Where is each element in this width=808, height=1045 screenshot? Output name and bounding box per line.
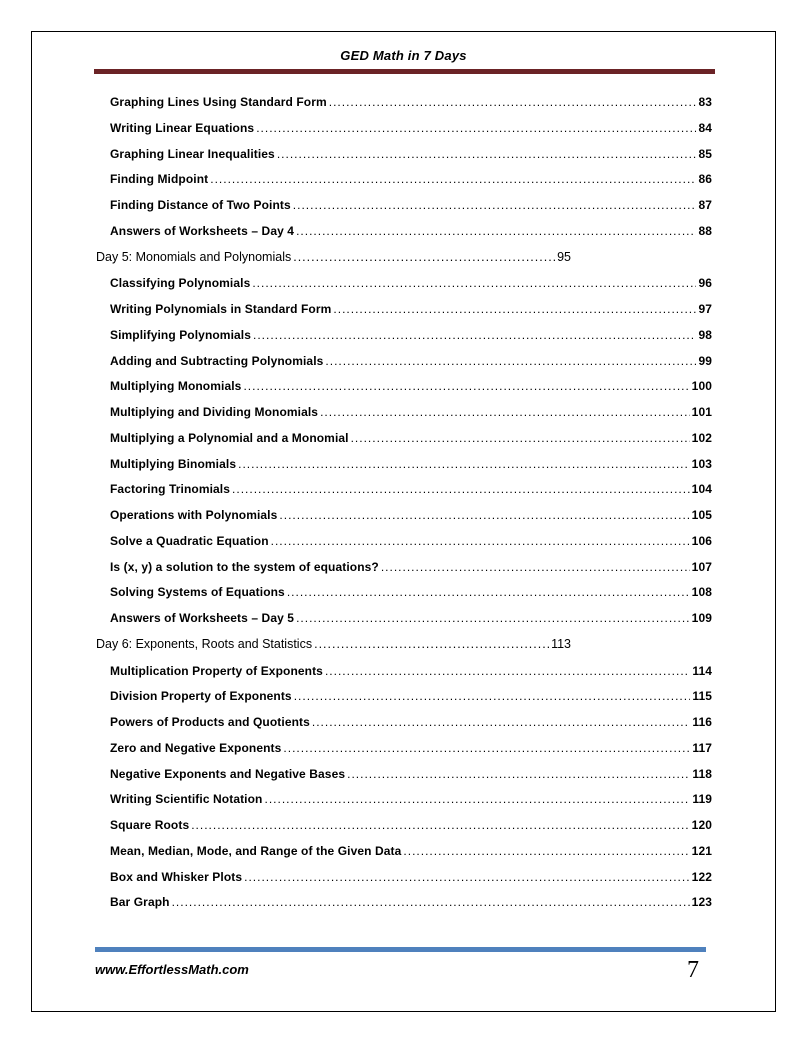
toc-entry-page: 107 <box>691 560 712 574</box>
toc-entry[interactable] <box>110 741 712 755</box>
toc-entry-title: Graphing Linear Inequalities <box>110 147 275 161</box>
toc-entry[interactable] <box>110 689 712 703</box>
toc-entry-page: 121 <box>691 844 712 858</box>
toc-entry[interactable] <box>110 611 712 625</box>
toc-entry[interactable] <box>110 844 712 858</box>
toc-entry[interactable] <box>110 354 712 368</box>
toc-entry-title: Bar Graph <box>110 895 170 909</box>
toc-entry[interactable] <box>110 95 712 109</box>
toc-entry[interactable] <box>110 431 712 445</box>
toc-entry-title: Multiplying and Dividing Monomials <box>110 405 319 419</box>
toc-dot-leader <box>243 379 689 393</box>
toc-entry-page: 117 <box>692 741 712 755</box>
toc-dot-leader <box>191 818 689 832</box>
toc-entry-title: Mean, Median, Mode, and Range of the Given Data <box>110 844 402 858</box>
toc-entry[interactable] <box>110 534 712 548</box>
toc-dot-leader <box>294 689 691 703</box>
toc-entry-page: 84 <box>698 121 712 135</box>
toc-entry[interactable] <box>110 870 712 884</box>
toc-dot-leader <box>277 147 697 161</box>
document-page <box>31 31 776 1012</box>
toc-entry-page: 99 <box>698 354 712 368</box>
toc-entry-title: Day 6: Exponents, Roots and Statistics <box>96 637 313 651</box>
toc-entry-title: Classifying Polynomials <box>110 276 251 290</box>
toc-dot-leader <box>403 844 689 858</box>
toc-dot-leader <box>314 637 549 651</box>
toc-entry-page: 119 <box>692 792 712 806</box>
toc-entry[interactable] <box>110 767 712 781</box>
toc-entry-title: Answers of Worksheets – Day 5 <box>110 611 295 625</box>
toc-entry-page: 87 <box>698 198 712 212</box>
toc-entry-title: Writing Scientific Notation <box>110 792 263 806</box>
toc-entry-page: 116 <box>692 715 712 729</box>
toc-entry-page: 102 <box>691 431 712 445</box>
toc-dot-leader <box>172 895 690 909</box>
toc-entry-page: 101 <box>691 405 712 419</box>
toc-entry-title: Powers of Products and Quotients <box>110 715 310 729</box>
toc-dot-leader <box>253 328 696 342</box>
toc-entry-page: 95 <box>557 250 571 264</box>
toc-entry-page: 115 <box>692 689 712 703</box>
toc-entry-page: 97 <box>698 302 712 316</box>
toc-entry-page: 120 <box>691 818 712 832</box>
toc-entry-page: 85 <box>698 147 712 161</box>
toc-entry[interactable] <box>110 328 712 342</box>
toc-day-heading[interactable] <box>96 637 571 651</box>
toc-dot-leader <box>296 224 696 238</box>
toc-dot-leader <box>279 508 689 522</box>
toc-entry[interactable] <box>110 792 712 806</box>
toc-entry-title: Finding Midpoint <box>110 172 209 186</box>
toc-dot-leader <box>333 302 696 316</box>
toc-entry-page: 98 <box>698 328 712 342</box>
toc-entry-page: 104 <box>691 482 712 496</box>
page-number: 7 <box>687 957 699 983</box>
toc-entry-page: 113 <box>551 637 571 651</box>
toc-entry-title: Operations with Polynomials <box>110 508 278 522</box>
toc-entry[interactable] <box>110 379 712 393</box>
toc-entry[interactable] <box>110 457 712 471</box>
toc-dot-leader <box>244 870 690 884</box>
toc-dot-leader <box>210 172 696 186</box>
toc-entry-page: 105 <box>691 508 712 522</box>
toc-dot-leader <box>325 664 690 678</box>
toc-entry[interactable] <box>110 895 712 909</box>
toc-entry-title: Day 5: Monomials and Polynomials <box>96 250 292 264</box>
toc-entry[interactable] <box>110 482 712 496</box>
toc-entry[interactable] <box>110 664 712 678</box>
toc-entry-page: 122 <box>691 870 712 884</box>
toc-entry-page: 86 <box>698 172 712 186</box>
toc-entry[interactable] <box>110 172 712 186</box>
toc-entry-title: Answers of Worksheets – Day 4 <box>110 224 295 238</box>
toc-entry[interactable] <box>110 276 712 290</box>
toc-entry-page: 108 <box>691 585 712 599</box>
toc-entry-title: Multiplication Property of Exponents <box>110 664 323 678</box>
toc-entry-title: Factoring Trinomials <box>110 482 231 496</box>
toc-entry-page: 109 <box>691 611 712 625</box>
toc-entry-title: Zero and Negative Exponents <box>110 741 282 755</box>
toc-dot-leader <box>381 560 690 574</box>
toc-entry-page: 123 <box>691 895 712 909</box>
toc-entry-title: Multiplying Monomials <box>110 379 242 393</box>
toc-entry-page: 100 <box>691 379 712 393</box>
toc-day-heading[interactable] <box>96 250 571 264</box>
toc-dot-leader <box>238 457 690 471</box>
toc-entry-page: 114 <box>692 664 712 678</box>
toc-entry[interactable] <box>110 818 712 832</box>
toc-entry-page: 106 <box>691 534 712 548</box>
toc-dot-leader <box>351 431 690 445</box>
toc-entry-title: Adding and Subtracting Polynomials <box>110 354 324 368</box>
toc-dot-leader <box>232 482 690 496</box>
toc-entry-title: Simplifying Polynomials <box>110 328 251 342</box>
toc-entry[interactable] <box>110 405 712 419</box>
toc-entry-title: Division Property of Exponents <box>110 689 292 703</box>
toc-entry-page: 118 <box>692 767 712 781</box>
running-header-title: GED Math in 7 Days <box>340 48 467 63</box>
toc-entry[interactable] <box>110 198 712 212</box>
toc-dot-leader <box>252 276 696 290</box>
toc-dot-leader <box>264 792 690 806</box>
toc-entry-page: 103 <box>691 457 712 471</box>
toc-dot-leader <box>312 715 690 729</box>
toc-entry[interactable] <box>110 147 712 161</box>
toc-entry-title: Writing Linear Equations <box>110 121 255 135</box>
toc-dot-leader <box>283 741 690 755</box>
toc-entry[interactable] <box>110 560 712 574</box>
toc-entry[interactable] <box>110 302 712 316</box>
toc-dot-leader <box>320 405 690 419</box>
toc-dot-leader <box>256 121 696 135</box>
toc-entry-page: 88 <box>698 224 712 238</box>
toc-dot-leader <box>296 611 690 625</box>
toc-entry-title: Multiplying a Polynomial and a Monomial <box>110 431 349 445</box>
toc-entry[interactable] <box>110 508 712 522</box>
toc-dot-leader <box>293 250 555 264</box>
footer-divider <box>95 947 706 952</box>
header-divider <box>94 69 715 74</box>
toc-entry-title: Solving Systems of Equations <box>110 585 285 599</box>
footer-website: www.EffortlessMath.com <box>95 962 249 977</box>
toc-entry[interactable] <box>110 585 712 599</box>
toc-dot-leader <box>329 95 697 109</box>
toc-dot-leader <box>347 767 690 781</box>
toc-entry-title: Solve a Quadratic Equation <box>110 534 269 548</box>
toc-dot-leader <box>293 198 697 212</box>
toc-entry-page: 83 <box>698 95 712 109</box>
toc-entry-title: Square Roots <box>110 818 190 832</box>
toc-entry-title: Negative Exponents and Negative Bases <box>110 767 346 781</box>
toc-dot-leader <box>271 534 690 548</box>
toc-entry[interactable] <box>110 121 712 135</box>
toc-entry[interactable] <box>110 224 712 238</box>
toc-entry-title: Writing Polynomials in Standard Form <box>110 302 332 316</box>
toc-entry-title: Multiplying Binomials <box>110 457 237 471</box>
toc-entry-page: 96 <box>698 276 712 290</box>
toc-entry-title: Finding Distance of Two Points <box>110 198 291 212</box>
toc-entry-title: Box and Whisker Plots <box>110 870 243 884</box>
toc-entry-title: Is (x, y) a solution to the system of equations? <box>110 560 379 574</box>
toc-dot-leader <box>325 354 696 368</box>
toc-entry[interactable] <box>110 715 712 729</box>
toc-entry-title: Graphing Lines Using Standard Form <box>110 95 327 109</box>
toc-dot-leader <box>287 585 690 599</box>
